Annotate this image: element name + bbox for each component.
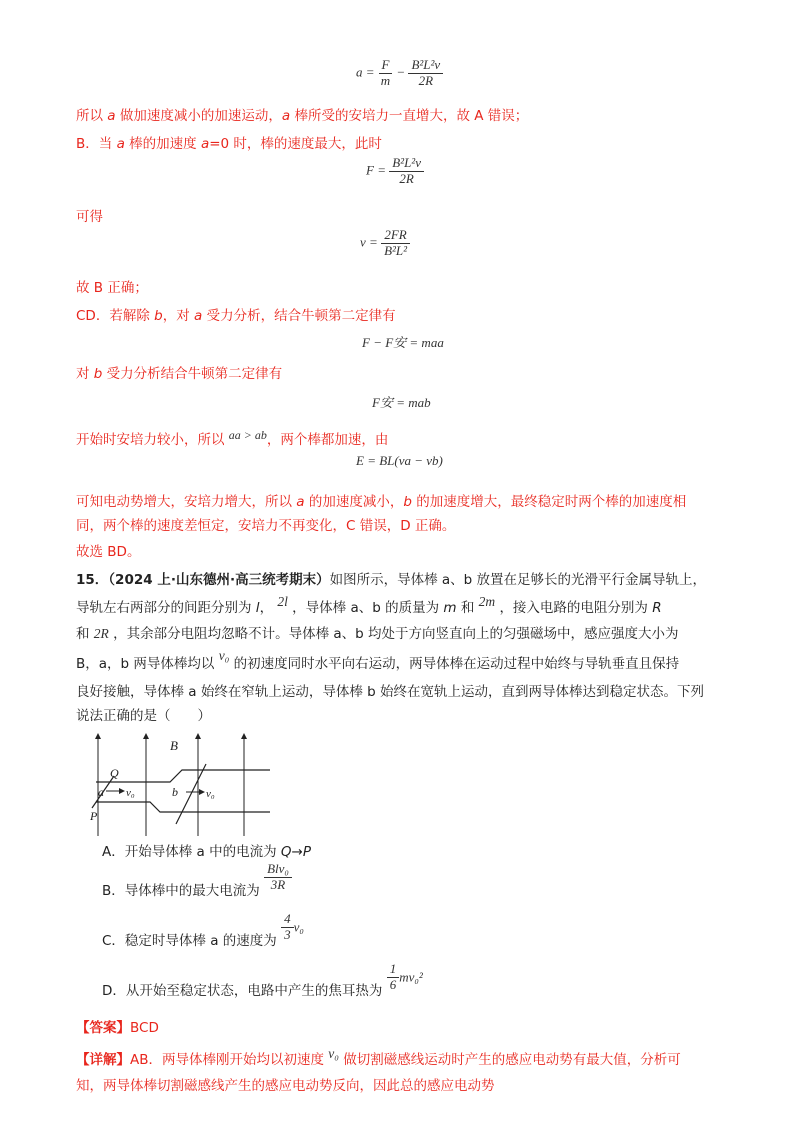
question-15-line-5: 良好接触，导体棒 a 始终在窄轨上运动，导体棒 b 始终在宽轨上运动，直到两导体棒达到稳定状态。下列 [76,684,705,700]
option-c[interactable]: C．稳定时导体棒 a 的速度为 $\frac{4}{3}$ v₀ [102,911,304,950]
option-b[interactable]: B．导体棒中的最大电流为 $\frac{\text{Blv₀}}{3R}$ [102,862,292,893]
label-P: P [90,809,98,823]
label-v0-a: v₀ [126,787,135,799]
text-line-3: 可得 [76,209,103,225]
text-line-7: 开始时安培力较小，所以 aa > ab，两个棒都加速，由 [76,428,389,448]
rod-b [176,764,206,824]
question-15-line-2: 导轨左右两部分的间距分别为 l， 2l ，导体棒 a、b 的质量为 m 和 2m ，接入电路的电阻分别为 R [76,594,662,616]
equation-velocity: v = $\frac{2FR}{\text{B²L²}}$ [360,228,410,259]
detail-line-1: 【详解】AB．两导体棒刚开始均以初速度 v₀ 做切割磁感线运动时产生的感应电动势有最大值，分析可 [76,1046,681,1068]
equation-newton-b: F安 = mab [372,395,431,410]
label-b: b [172,785,178,799]
equation-acceleration: a = $\frac{F}{m}$ − $\frac{\text{B²L²v}}{2R}$ [356,58,443,89]
text-line-6: 对 b 受力分析结合牛顿第二定律有 [76,366,283,382]
text-line-4: 故 B 正确； [76,280,148,296]
text-line-8: 可知电动势增大，安培力增大，所以 a 的加速度减小，b 的加速度增大，最终稳定时两个棒的加速度相 [76,494,687,510]
option-d[interactable]: D．从开始至稳定状态，电路中产生的焦耳热为 $\frac{1}{6}$ mv₀² [102,961,423,1000]
label-Q: Q [110,766,119,780]
question-15-line-3: 和 2R ，其余部分电阻均忽略不计。导体棒 a、b 均处于方向竖直向上的匀强磁场中，感应强度大小为 [76,626,679,642]
rail-diagram [88,726,288,842]
text-line-10: 故选 BD。 [76,544,141,560]
text-line-5: CD．若解除 b，对 a 受力分析，结合牛顿第二定律有 [76,308,396,324]
question-15-line-6: 说法正确的是（ ） [76,708,211,724]
label-a: a [98,785,104,799]
question-15-line-4: B，a，b 两导体棒均以 v₀ 的初速度同时水平向右运动，两导体棒在运动过程中始终与导轨垂直且保持 [76,648,680,672]
text-line-2: B．当 a 棒的加速度 a=0 时，棒的速度最大，此时 [76,136,382,152]
label-B: B [170,738,178,753]
option-a[interactable]: A．开始导体棒 a 中的电流为 Q→P [102,844,311,860]
question-15-line-1: 15．（2024 上·山东德州·高三统考期末）如图所示，导体棒 a、b 放置在足够长的光滑平行金属导轨上， [76,572,707,588]
label-v0-b: v₀ [206,788,215,800]
equation-force: F = $\frac{\text{B²L²v}}{2R}$ [366,156,424,187]
equation-newton-a: F − F安 = maa [362,335,444,350]
detail-line-2: 知，两导体棒切割磁感线产生的感应电动势反向，因此总的感应电动势 [76,1078,495,1094]
text-line-1: 所以 a 做加速度减小的加速运动，a 棒所受的安培力一直增大，故 A 错误； [76,108,529,124]
text-line-9: 同，两个棒的速度差恒定，安培力不再变化，C 错误，D 正确。 [76,518,456,534]
answer-line: 【答案】BCD [76,1020,159,1036]
equation-emf: E = BL(va − vb) [356,453,443,468]
